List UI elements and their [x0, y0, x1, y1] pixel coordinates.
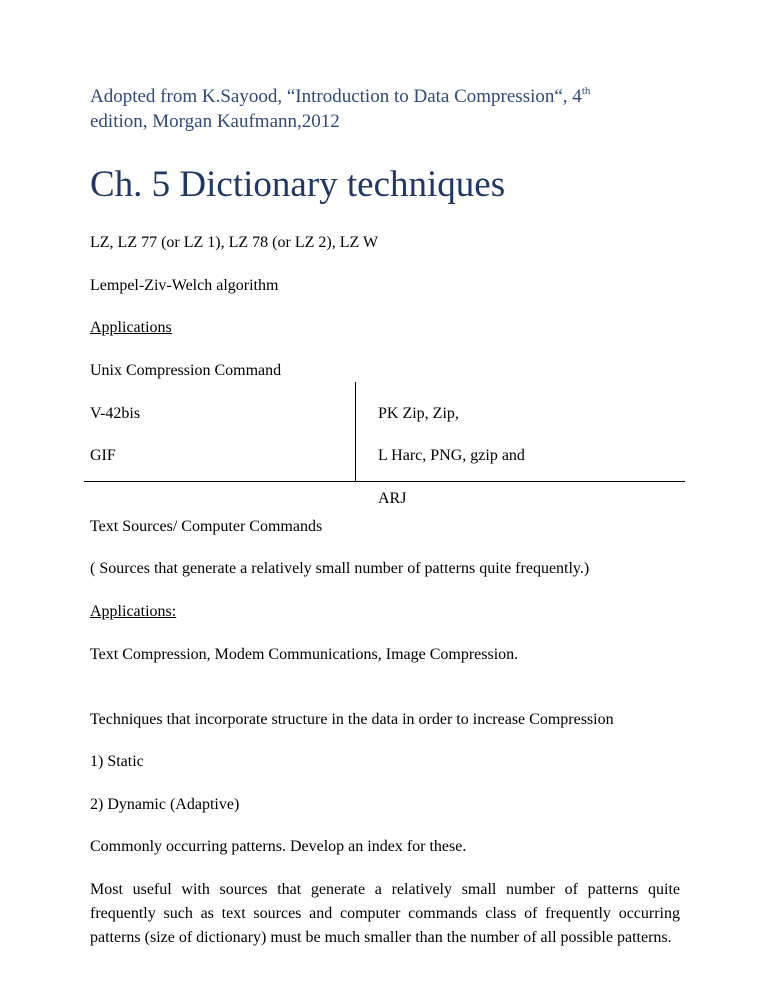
lz-variants: LZ, LZ 77 (or LZ 1), LZ 78 (or LZ 2), LZ W: [90, 234, 379, 251]
static-item: 1) Static: [90, 753, 144, 770]
common-patterns-line: Commonly occurring patterns. Develop an index for these.: [90, 838, 467, 855]
techniques-line: Techniques that incorporate structure in the data in order to increase Compression: [90, 711, 614, 728]
body-paragraph: Most useful with sources that generate a relatively small number of patterns quite frequently such as text sources and computer commands class of frequently occurring patterns (size of dictionary) must be much smaller than the number of all possible patterns.: [90, 881, 680, 946]
applications-list: Text Compression, Modem Communications, Image Compression.: [90, 646, 519, 663]
dynamic-item: 2) Dynamic (Adaptive): [90, 796, 240, 813]
unix-command: Unix Compression Command: [90, 362, 282, 379]
lzw-name: Lempel-Ziv-Welch algorithm: [90, 277, 279, 294]
chapter-heading: Ch. 5 Dictionary techniques: [90, 164, 506, 205]
attribution-line2: edition, Morgan Kaufmann,2012: [90, 111, 340, 132]
table-horizontal-rule: [84, 481, 685, 482]
table-left-cell: GIF: [90, 447, 116, 464]
attribution: [90, 84, 730, 134]
text-sources-heading: Text Sources/ Computer Commands: [90, 518, 323, 535]
table-right-cell: PK Zip, Zip,: [378, 405, 459, 422]
applications-subheading: Applications:: [90, 603, 177, 620]
table-right-cell: L Harc, PNG, gzip and: [378, 447, 525, 464]
table-left-cell: V-42bis: [90, 405, 141, 422]
attribution-line1: Adopted from K.Sayood, “Introduction to Data Compression“, 4: [90, 86, 582, 107]
sources-note: ( Sources that generate a relatively small number of patterns quite frequently.): [90, 560, 590, 577]
applications-heading: Applications: [90, 319, 172, 336]
table-vertical-rule: [355, 382, 356, 482]
attribution-superscript: th: [581, 85, 591, 97]
table-right-cell: ARJ: [378, 490, 407, 507]
